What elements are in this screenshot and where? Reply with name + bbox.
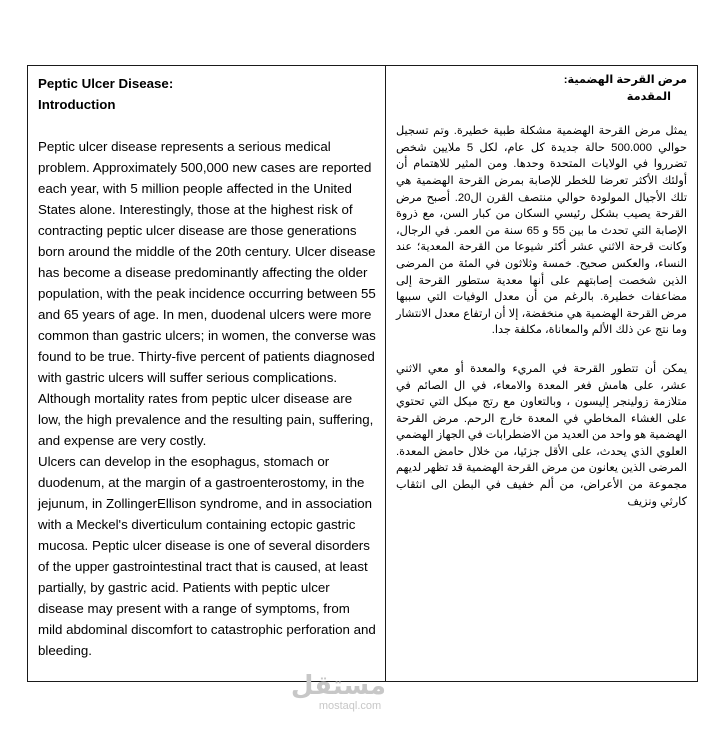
arabic-column bbox=[386, 66, 697, 681]
watermark-logo: مستقل bbox=[290, 670, 386, 700]
document-table bbox=[27, 65, 698, 682]
arabic-paragraph-1: يمثل مرض القرحة الهضمية مشكلة طبية خطيرة. وتم تسجيل حوالي 500.000 حالة جديدة كل عام، لكل 5 ملايين شخص تضرروا في الولايات المتحدة وحدها. ومن المثير للاهتمام أن أولئك الأكثر تعرضا للخطر للإصابة بمرض القرحة الهضمية هي تلك الأجيال المولودة حوالي منتصف القرن ال20. أصبح مرض القرحة يصيب بشكل رئيسي السكان من كبار السن، مع ذروة الإصابة التي تحدث ما بين 55 و 65 سنة من العمر. في الرجال، وكانت قرحة الاثني عشر أكثر شيوعا من القرحة المعدية؛ عند النساء، والعكس صحيح. خمسة وثلاثون في المئة من المرضى الذين شخصت إصابتهم على أنها معدية ستطور القرحة إلى مضاعفات خطيرة. بالرغم من أن معدل الوفيات التي سببها مرض القرحة الهضمية هي منخفضة، إلا أن ارتفاع معدل الانتشار وما نتج عن ذلك الألم والمعاناة، مكلفة جدا. bbox=[396, 125, 688, 337]
english-paragraph-2: Ulcers can develop in the esophagus, stomach or duodenum, at the margin of a gastroenterostomy, in the jejunum, in ZollingerEllison syndrome, and in association with a Meckel's diverticulum containing ectopic gastric mucosa. Peptic ulcer disease is one of several disorders of the upper gastrointestinal tract that is caused, at least partially, by gastric acid. Patients with peptic ulcer disease may present with a range of symptoms, from mild abdominal discomfort to catastrophic perforation and bleeding. bbox=[38, 454, 376, 658]
watermark-site: mostaql.com bbox=[318, 700, 382, 712]
arabic-paragraph-2: يمكن أن تتطور القرحة في المريء والمعدة أو معي الاثني عشر، على هامش فغر المعدة والامعاء، في ال الصائم في متلازمة زولينجر إليسون ، وبالتعاون مع رتج ميكل التي تحتوي على الغشاء المخاطي في المعدة خارج الرحم. مرض القرحة الهضمية هو واحد من العديد من الاضطرابات في الجهاز الهضمي العلوي الذي يحدث، على الأقل جزئيا، من خلال حامض المعدة. المرضى الذين يعانون من مرض القرحة الهضمية قد تظهر لديهم مجموعة من الأعراض، من ألم خفيف في البطن الى انثقاب كارثي ونزيف bbox=[396, 362, 687, 508]
english-column bbox=[28, 66, 386, 681]
arabic-title: مرض القرحة الهضمية: bbox=[563, 74, 687, 86]
english-title-line1: Peptic Ulcer Disease: bbox=[38, 76, 174, 91]
arabic-subtitle: المقدمة bbox=[626, 90, 671, 103]
mostaql-watermark bbox=[290, 670, 386, 712]
english-paragraph-1: Peptic ulcer disease represents a serious medical problem. Approximately 500,000 new cases are reported each year, with 5 million people affected in the United States alone. Interestingly, those at the highest risk of contracting peptic ulcer disease are those generations born around the middle of the 20th century. Ulcer disease has become a disease predominantly affecting the older population, with the peak incidence occurring between 55 and 65 years of age. In men, duodenal ulcers were more common than gastric ulcers; in women, the converse was found to be true. Thirty-five percent of patients diagnosed with gastric ulcers will suffer serious complications. Although mortality rates from peptic ulcer disease are low, the high prevalence and the resulting pain, suffering, and expense are very costly. bbox=[38, 139, 376, 448]
english-title-line2: Introduction bbox=[38, 97, 116, 112]
